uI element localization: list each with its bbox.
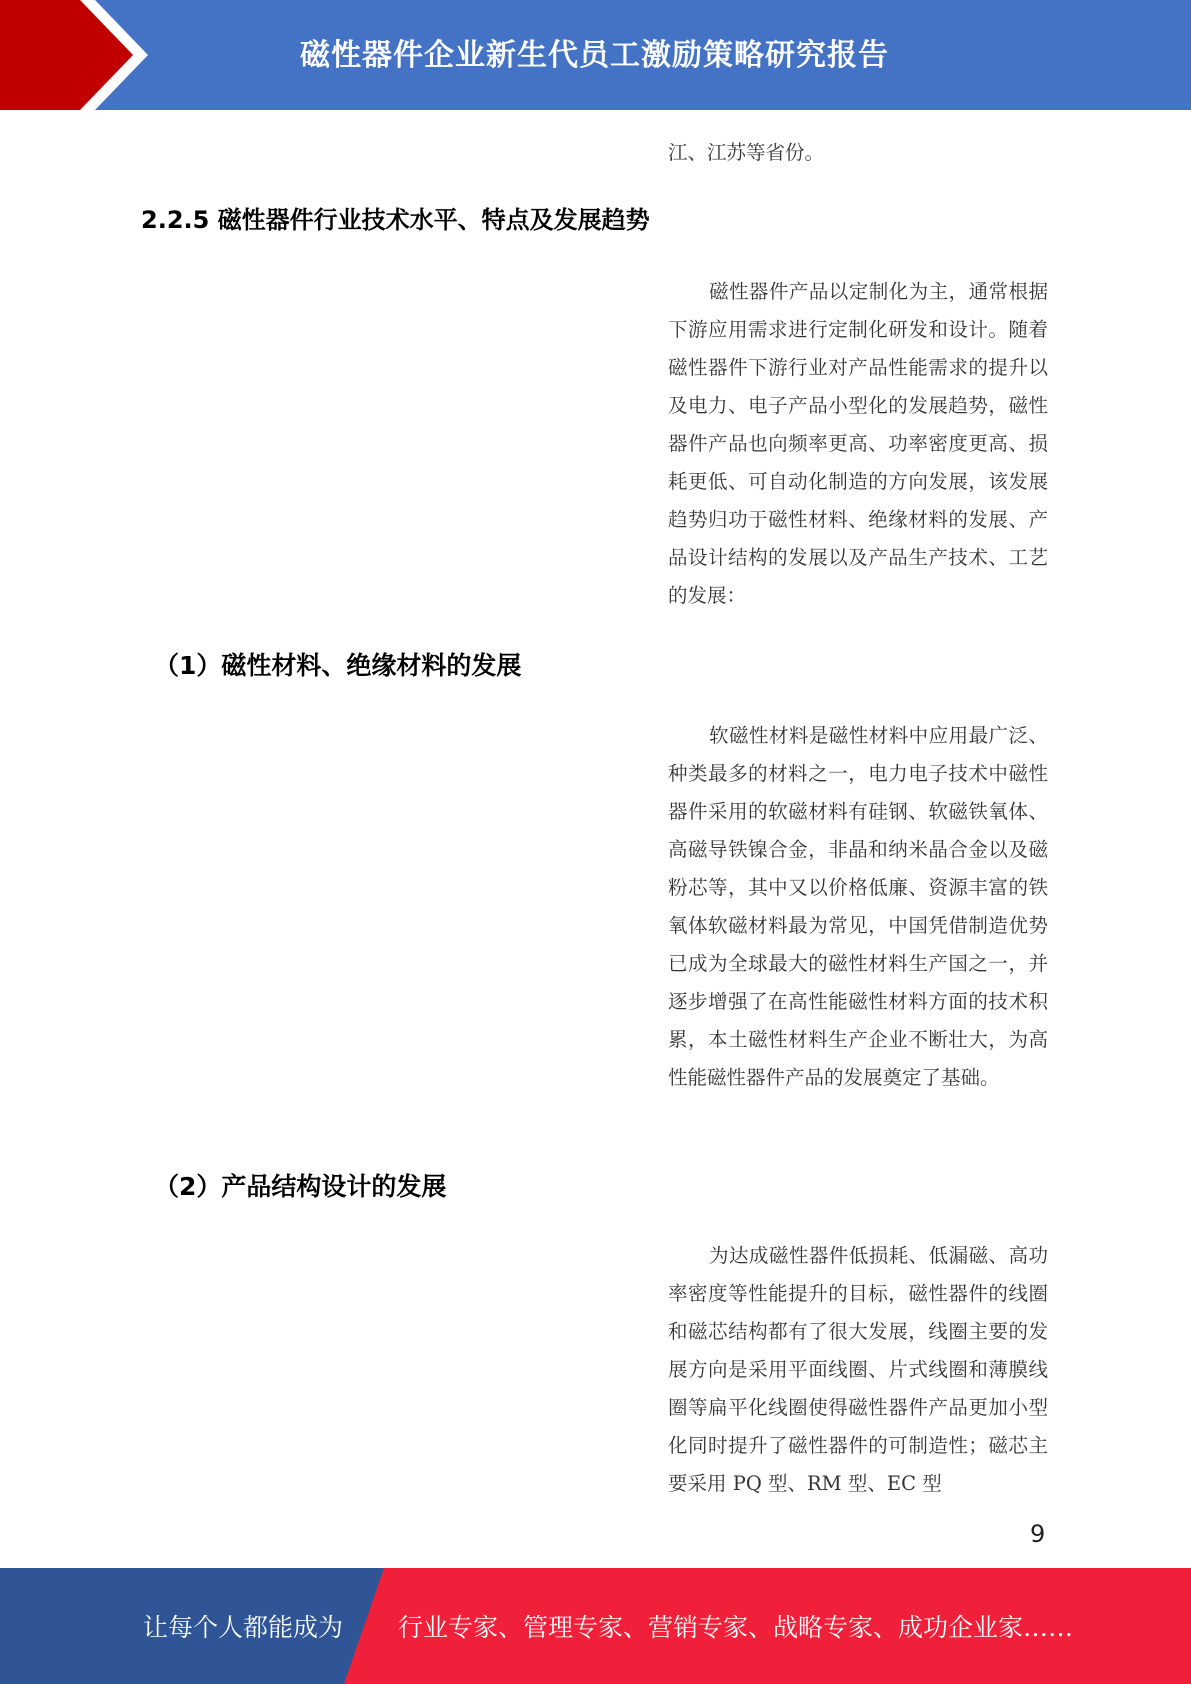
report-title: 磁性器件企业新生代员工激励策略研究报告: [300, 38, 889, 73]
page-number: 9: [1030, 1520, 1046, 1548]
section-heading: 2.2.5 磁性器件行业技术水平、特点及发展趋势: [141, 206, 650, 234]
page-footer: [0, 1568, 1191, 1684]
chevron-arrow-icon: [0, 0, 160, 110]
subsection-1-paragraph: 软磁性材料是磁性材料中应用最广泛、种类最多的材料之一，电力电子技术中磁性器件采用的软磁材料有硅钢、软磁铁氧体、高磁导铁镍合金，非晶和纳米晶合金以及磁粉芯等，其中又以价格低廉、资源丰富的铁氧体软磁材料最为常见，中国凭借制造优势已成为全球最大的磁性材料生产国之一，并逐步增强了在高性能磁性材料方面的技术积累，本土磁性材料生产企业不断壮大，为高性能磁性器件产品的发展奠定了基础。: [668, 724, 1048, 1089]
intro-paragraph: 磁性器件产品以定制化为主，通常根据下游应用需求进行定制化研发和设计。随着磁性器件下游行业对产品性能需求的提升以及电力、电子产品小型化的发展趋势，磁性器件产品也向频率更高、功率密度更高、损耗更低、可自动化制造的方向发展，该发展趋势归功于磁性材料、绝缘材料的发展、产品设计结构的发展以及产品生产技术、工艺的发展：: [668, 280, 1048, 607]
page-header: [0, 0, 1191, 110]
footer-slogan-right: 行业专家、管理专家、营销专家、战略专家、成功企业家……: [398, 1613, 1074, 1642]
continued-text: 江、江苏等省份。: [668, 141, 825, 164]
footer-slogan-left: 让每个人都能成为: [143, 1613, 344, 1642]
subsection-heading-2: （2）产品结构设计的发展: [154, 1172, 447, 1201]
subsection-heading-1: （1）磁性材料、绝缘材料的发展: [154, 651, 522, 680]
subsection-2-paragraph: 为达成磁性器件低损耗、低漏磁、高功率密度等性能提升的目标，磁性器件的线圈和磁芯结构都有了很大发展，线圈主要的发展方向是采用平面线圈、片式线圈和薄膜线圈等扁平化线圈使得磁性器件产品更加小型化同时提升了磁性器件的可制造性；磁芯主要采用 PQ 型、RM 型、EC 型: [668, 1244, 1048, 1495]
